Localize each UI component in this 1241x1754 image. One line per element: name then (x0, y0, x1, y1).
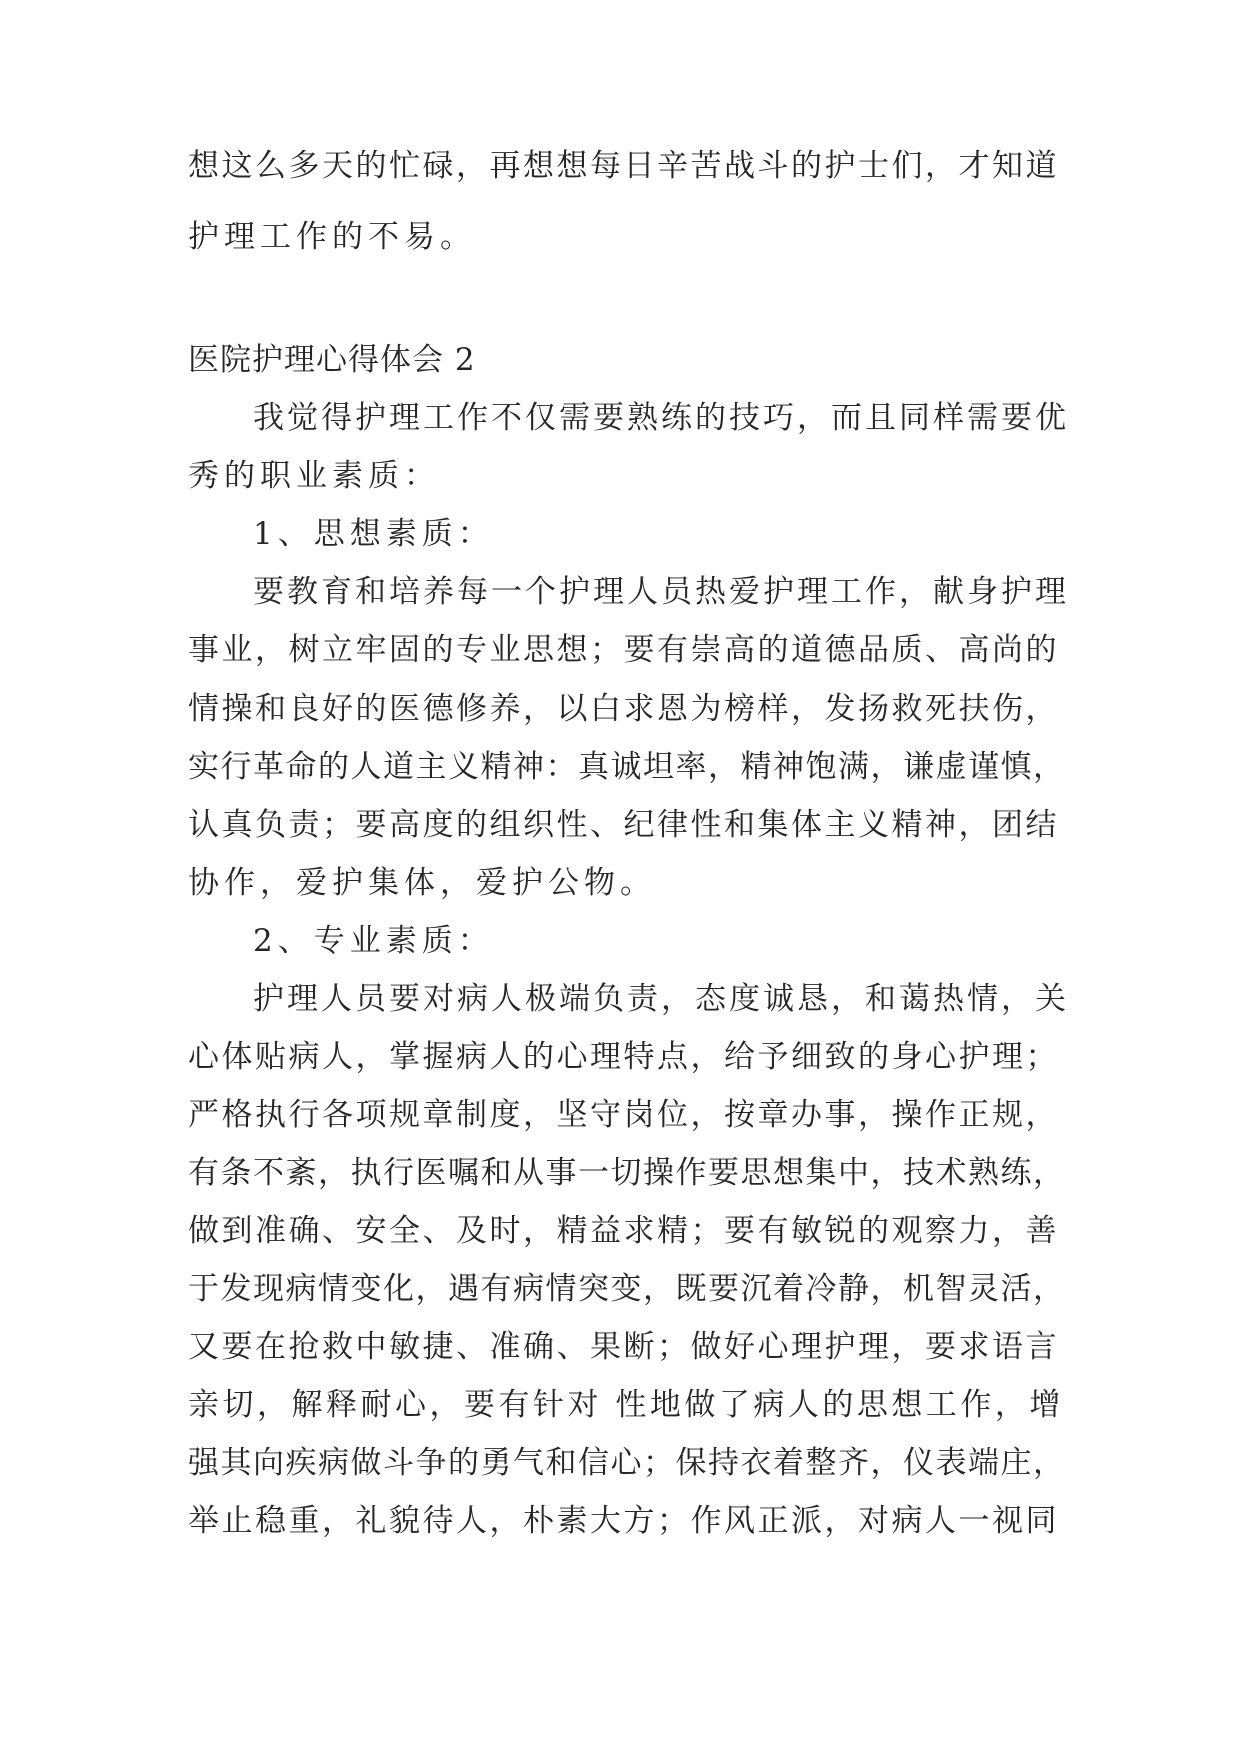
para3-line-5: 做到准确、安全、及时，精益求精；要有敏锐的观察力，善 (188, 1213, 1059, 1249)
para3-line-4: 有条不紊，执行医嘱和从事一切操作要思想集中，技术熟练， (188, 1155, 1066, 1191)
para3-line-1: 护理人员要对病人极端负责，态度诚恳，和蔼热情，关 (253, 981, 1069, 1017)
para3-line-10: 举止稳重，礼貌待人，朴素大方；作风正派，对病人一视同 (188, 1503, 1059, 1539)
para3-line-6: 于发现病情变化，遇有病情突变，既要沉着冷静，机智灵活， (188, 1271, 1066, 1307)
para3-line-7: 又要在抢救中敏捷、准确、果断；做好心理护理，要求语言 (188, 1329, 1059, 1365)
para2-line-1: 要教育和培养每一个护理人员热爱护理工作，献身护理 (253, 574, 1069, 610)
intro-line-2: 护理工作的不易。 (188, 219, 476, 255)
para3-line-2: 心体贴病人，掌握病人的心理特点，给予细致的身心护理； (188, 1039, 1059, 1075)
para2-line-6: 协作，爱护集体，爱护公物。 (188, 865, 656, 901)
para1-line-2: 秀的职业素质： (188, 458, 440, 494)
para3-line-9: 强其向疾病做斗争的勇气和信心；保持衣着整齐，仪表端庄， (188, 1445, 1066, 1481)
para2-line-3: 情操和良好的医德修养，以白求恩为榜样，发扬救死扶伤， (188, 691, 1059, 727)
intro-line-1: 想这么多天的忙碌，再想想每日辛苦战斗的护士们，才知道 (188, 148, 1059, 184)
heading-2: 2、专业素质： (253, 923, 494, 959)
section-title: 医院护理心得体会 2 (188, 342, 476, 378)
heading-1: 1、思想素质： (253, 516, 494, 552)
para3-line-8: 亲切，解释耐心，要有针对 性地做了病人的思想工作，增 (188, 1387, 1064, 1423)
para2-line-5: 认真负责；要高度的组织性、纪律性和集体主义精神，团结 (188, 807, 1059, 843)
para1-line-1: 我觉得护理工作不仅需要熟练的技巧，而且同样需要优 (253, 400, 1069, 436)
para3-line-3: 严格执行各项规章制度，坚守岗位，按章办事，操作正规， (188, 1097, 1059, 1133)
para2-line-4: 实行革命的人道主义精神：真诚坦率，精神饱满，谦虚谨慎， (188, 749, 1066, 785)
para2-line-2: 事业，树立牢固的专业思想；要有崇高的道德品质、高尚的 (188, 632, 1059, 668)
